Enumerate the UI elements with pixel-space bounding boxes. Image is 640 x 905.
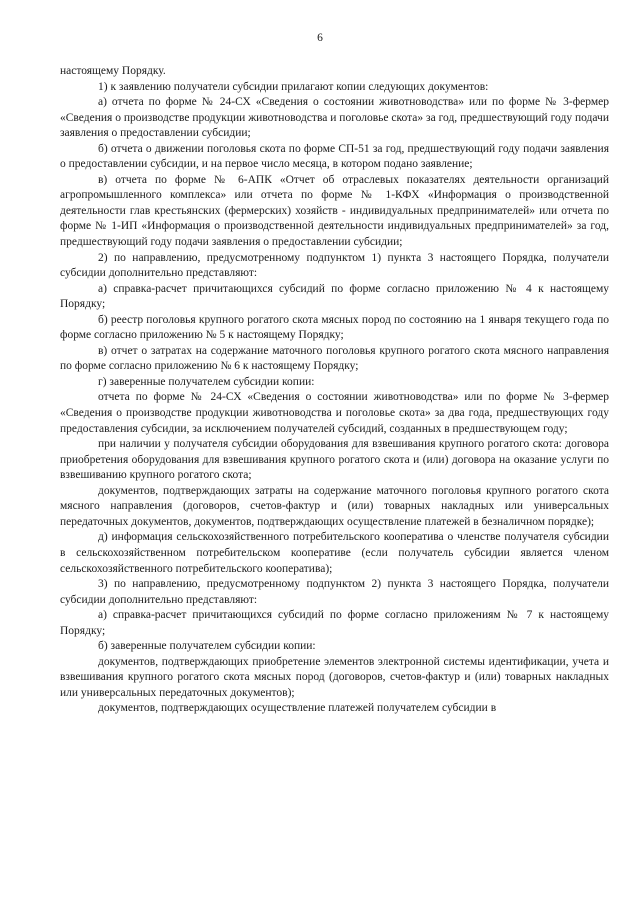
page-number: 6 xyxy=(317,32,323,44)
paragraph: а) справка-расчет причитающихся субсидий по форме согласно приложениям № 7 к настоящему Порядку; xyxy=(60,609,609,637)
paragraph: при наличии у получателя субсидии оборудования для взвешивания крупного рогатого скота: договора приобретения оборудования для взвешивания крупного рогатого скота и (или) договора на оказание услуги по взвешиванию крупного рогатого скота; xyxy=(60,438,609,482)
document-body xyxy=(60,64,609,717)
paragraph: в) отчет о затратах на содержание маточного поголовья крупного рогатого скота мясного направления по форме согласно приложению № 6 к настоящему Порядку; xyxy=(60,344,609,373)
paragraph: а) справка-расчет причитающихся субсидий по форме согласно приложению № 4 к настоящему Порядку; xyxy=(60,282,609,311)
paragraph: 1) к заявлению получатели субсидии прилагают копии следующих документов: xyxy=(98,80,489,93)
paragraph: д) информация сельскохозяйственного потребительского кооператива о членстве получателя субсидии в сельскохозяйственном потребительском кооперативе (если получатель субсидии является членом сельскохозяйственного потребительского кооператива); xyxy=(60,531,609,575)
paragraph: б) реестр поголовья крупного рогатого скота мясных пород по состоянию на 1 января текущего года по форме согласно приложению № 5 к настоящему Порядку; xyxy=(60,313,609,342)
paragraph: 3) по направлению, предусмотренному подпунктом 2) пункта 3 настоящего Порядка, получатели субсидии дополнительно представляют: xyxy=(60,578,609,606)
paragraph: документов, подтверждающих осуществление платежей получателем субсидии в xyxy=(98,702,497,715)
paragraph: документов, подтверждающих затраты на содержание маточного поголовья крупного рогатого скота мясного направления (договоров, счетов-фактур и (или) товарных накладных или универсальных передаточных документов, документов, подтверждающих осуществление платежей в безналичном порядке); xyxy=(60,484,609,528)
paragraph: а) отчета по форме № 24-СХ «Сведения о состоянии животноводства» или по форме № 3-фермер «Сведения о производстве продукции животноводства и поголовье скота» за год, предшествующий году подачи заявления о предоставлении субсидии; xyxy=(60,96,609,140)
paragraph: документов, подтверждающих приобретение элементов электронной системы идентификации, учета и взвешивания крупного рогатого скота мясных пород (договоров, счетов-фактур и (или) товарных накладных или универсальных передаточных документов); xyxy=(60,655,609,699)
paragraph: г) заверенные получателем субсидии копии: xyxy=(98,375,315,388)
paragraph: отчета по форме № 24-СХ «Сведения о состоянии животноводства» или по форме № 3-фермер «Сведения о производстве продукции животноводства и поголовье скота» за два года, предшествующих году предоставления субсидии, за исключением получателей субсидий, созданных в предшествующем году; xyxy=(60,391,609,435)
paragraph: б) отчета о движении поголовья скота по форме СП-51 за год, предшествующий году подачи заявления о предоставлении субсидии, и на первое число месяца, в котором подано заявление; xyxy=(60,142,609,171)
paragraph: 2) по направлению, предусмотренному подпунктом 1) пункта 3 настоящего Порядка, получатели субсидии дополнительно представляют: xyxy=(60,251,609,280)
paragraph: настоящему Порядку. xyxy=(60,65,166,77)
paragraph: в) отчета по форме № 6-АПК «Отчет об отраслевых показателях деятельности организаций агропромышленного комплекса» или отчета по форме № 1-КФХ «Информация о производственной деятельности глав крестьянских (фермерских) хозяйств - индивидуальных предпринимателей» или отчета по форме № 1-ИП «Информация о производственной деятельности индивидуальных предпринимателей» за год, предшествующий году подачи заявления о предоставлении субсидии; xyxy=(60,173,609,249)
paragraph: б) заверенные получателем субсидии копии: xyxy=(98,640,316,653)
